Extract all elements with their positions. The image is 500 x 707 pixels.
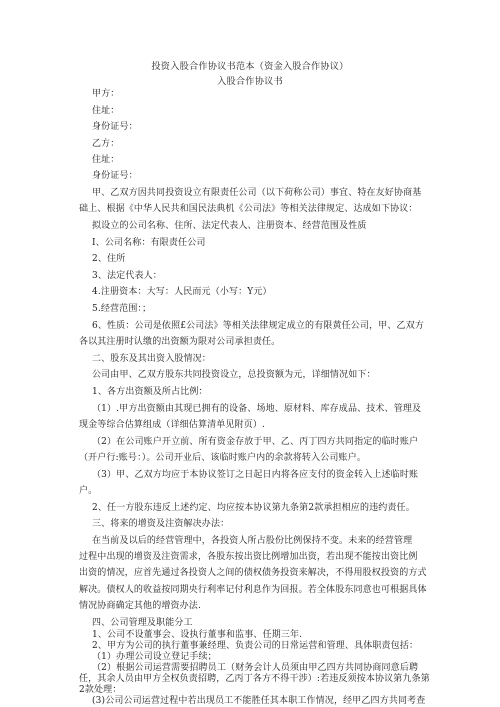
clause-line: （2）在公司账户开立前、所有资金存放于甲、乙、丙丁四方共同指定的临时账户 — [92, 437, 419, 447]
clause-line: （2）根据公司运营需要招聘员工（财务会计人员须由甲乙四方共同协商同意后聘 — [92, 663, 419, 673]
party-b-address-label: 住址： — [92, 155, 120, 165]
clause-line: 2、甲方为公司的执行董事兼经理、负责公司的日常运营和管理、具体职责包括： — [92, 641, 419, 651]
document-subtitle: 入股合作协议书 — [217, 76, 283, 87]
clause-line: 2款处理： — [79, 685, 122, 695]
clause-line: 5.经营范围：； — [92, 304, 152, 314]
preamble-line: 础上、根据《中华人民共和国民法典机《公司法》等相关法律规定、达成如下协议： — [79, 204, 418, 214]
clause-line: 4.注册资本：大写：人民而元（小写：Y元） — [92, 287, 272, 297]
party-b-id-label: 身份证号： — [92, 171, 138, 181]
clause-line: 各以其注册时认缴的出资额为限对公司承担责任。 — [79, 337, 281, 347]
clause-line: 情况协商确定其他的增资办法. — [79, 601, 201, 611]
document-title: 投资入股合作协议书范本（资金入股合作协议） — [151, 61, 349, 72]
party-a-label: 甲方： — [92, 89, 120, 99]
clause-line: 任，其余人员由甲方全权负责招聘，乙丙丁各方不得干涉）:若违反须按本协议第九条第 — [79, 674, 430, 684]
clause-line: 6、性质：公司是依照£公司法》等相关法律规定成立的有限黄任公司，甲、乙双方 — [92, 321, 425, 331]
clause-line: （1）办理公司设立登记手续； — [92, 652, 217, 662]
clause-line: 解决。债权人的收益按同期央行利率记付利息作为回报。若全体股东同意也可根据具体 — [79, 585, 427, 595]
section-heading: 三、将来的增资及注资解决办法： — [92, 519, 230, 529]
clause-line: （3）甲、乙双方均应于本协议签订之日起日内将各应支付的资金转入上述临时账 — [92, 470, 419, 480]
section-heading: 四、公司管理及职能分工 — [92, 618, 193, 628]
clause-line: 户。 — [79, 486, 98, 496]
clause-line: 在当前及以后的经营管理中，各投资人所占股份比例保持不变。未来的经营管理 — [92, 536, 413, 546]
clause-line: 出资的情况，应首先通过各投资人之间的债权债务投资来解决，不得用股权投资的方式 — [79, 568, 427, 578]
clause-line: 公司由甲、乙双方股东共同投资设立，总投资额为元，详细情况如下： — [92, 370, 376, 380]
party-a-address-label: 住址： — [92, 106, 120, 116]
clause-line: 2、任一方股东违反上述约定、均应按本协议第九条第2款承担相应的违约责任。 — [92, 503, 415, 513]
section-heading: 拟设立的公司名称、住所、法定代表人、注册资本、经营范围及性质 — [92, 221, 367, 231]
preamble-line: 甲、乙双方因共同投资设立有限责任公司（以下荷称公司）事宜、特在友好协商基 — [92, 188, 422, 198]
clause-line: 1、各方出资额及所占比例： — [92, 387, 208, 397]
clause-line: (3)公司公司运营过程中若出现员工不能胜任其本职工作情况，经甲乙四方共同考查 — [92, 696, 426, 706]
clause-line: 1、公司不设董事会、设执行董事和监事、任期三年. — [92, 630, 303, 640]
clause-line: （开户行:账号：）。公司开业后、该临时账户内的余款将转入公司账户。 — [79, 453, 366, 463]
party-b-label: 乙方： — [92, 139, 120, 149]
party-a-id-label: 身份证号： — [92, 122, 138, 132]
clause-line: 现金等综合估算组成（详细估算清单见附页）. — [79, 420, 266, 430]
clause-line: I、公司名称：有限责任公司 — [92, 238, 206, 248]
clause-line: 2、住所 — [92, 254, 126, 264]
section-heading: 二、股东及其出资入股情况： — [92, 354, 211, 364]
clause-line: 过程中出现的增资及注资需求，各股东按出资比例增加出资，若出现不能按出资比例 — [79, 552, 418, 562]
clause-line: （1）.甲方出资额由其现已拥有的设备、场地、原材料、库存成品、技术、管理及 — [92, 404, 422, 414]
clause-line: 3、法定代表人： — [92, 271, 162, 281]
